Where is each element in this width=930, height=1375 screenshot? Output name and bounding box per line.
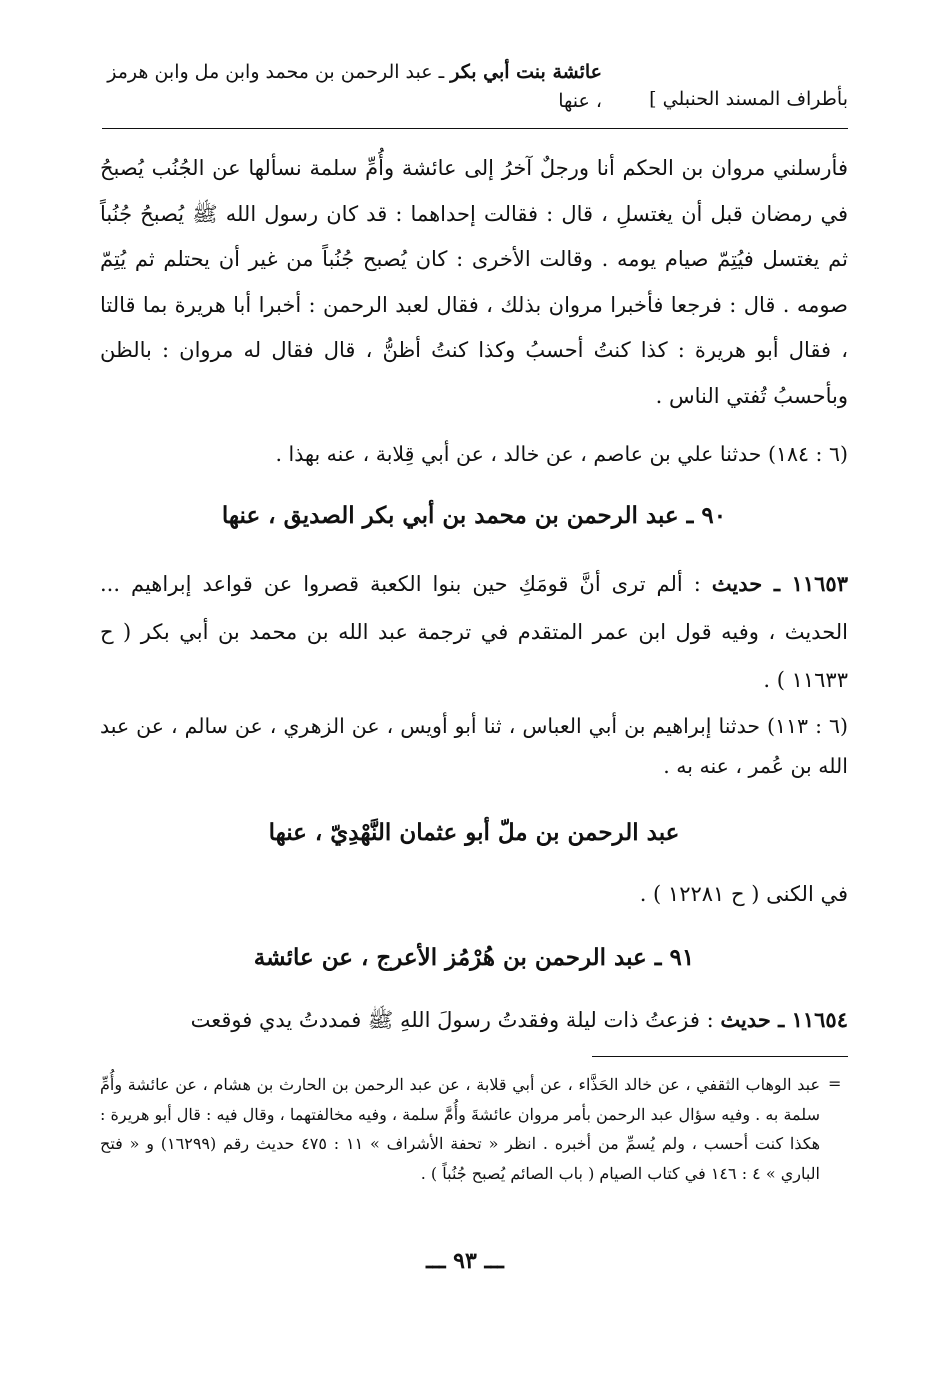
paragraph-continued-hadith: فأرسلني مروان بن الحكم أنا ورجلٌ آخرُ إلى عائشة وأُمِّ سلمة نسألها عن الجُنُب يُصبحُ في رمضان قبل أن يغتسلِ ، قال : فقالت إحداهما : قد كان رسول الله ﷺ يُصبحُ جُنُباً ثم يغتسل فيُتِمّ صيام يومه . وقالت الأخرى : كان يُصبح جُنُباً من غير أن يحتلم ثم يُتِمّ صومه . قال : فرجعا فأخبرا مروان بذلك ، فقال لعبد الرحمن : أخبرا أبا هريرة بما قالتا ، فقال أبو هريرة : كذا كنتُ أحسبُ وكذا كنتُ أظنُّ ، قال فقال له مروان : بالظن وبأحسبُ تُفتي الناس . xyxy=(100,156,848,408)
hadith-text: : ألم ترى أنَّ قومَكِ حين بنوا الكعبة قصروا عن قواعد إبراهيم ... الحديث ، وفيه قول ابن عمر المتقدم في ترجمة عبد الله بن محمد بن أبي بكر ( ح ١١٦٣٣ ) . xyxy=(100,572,848,692)
source-citation-2: (٦ : ١١٣) حدثنا إبراهيم بن أبي العباس ، ثنا أبو أويس ، عن الزهري ، عن سالم ، عن عبد الله بن عُمر ، عنه به . xyxy=(100,714,848,778)
section-heading-nahdi: عبد الرحمن بن ملّ أبو عثمان النَّهْدِيّ ، عنها xyxy=(268,819,680,846)
hadith-label: ـ حديث xyxy=(720,1007,792,1032)
section-heading-90: ٩٠ ـ عبد الرحمن بن محمد بن أبي بكر الصديق ، عنها xyxy=(221,502,727,529)
section-heading-91: ٩١ ـ عبد الرحمن بن هُرْمُز الأعرج ، عن عائشة xyxy=(253,944,695,971)
hadith-number: ١١٦٥٤ xyxy=(791,1007,848,1032)
running-header-section-bold: عائشة بنت أبي بكر xyxy=(450,61,602,83)
running-header-book-title: بأطراف المسند الحنبلي ] xyxy=(649,88,848,110)
kuna-reference: في الكنى ( ح ١٢٢٨١ ) . xyxy=(639,882,848,906)
running-header-section xyxy=(102,58,602,116)
header-divider xyxy=(102,128,848,129)
page-number: ـــ ٩٣ ـــ xyxy=(426,1248,504,1274)
source-citation-1: (٦ : ١٨٤) حدثنا علي بن عاصم ، عن خالد ، عن أبي قِلابة ، عنه بهذا . xyxy=(275,442,848,466)
footnote-divider xyxy=(592,1056,848,1057)
hadith-number: ١١٦٥٣ xyxy=(791,571,848,596)
hadith-11654 xyxy=(100,1000,848,1040)
hadith-11653 xyxy=(100,560,848,704)
footnote-continuation-mark: = xyxy=(828,1074,842,1093)
hadith-label: ـ حديث xyxy=(711,571,792,596)
hadith-text: : فزعتُ ذات ليلة وفقدتُ رسولَ اللهِ ﷺ فمددتُ يدي فوقعت xyxy=(190,1008,721,1032)
footnote-text: عبد الوهاب الثقفي ، عن خالد الحَذَّاء ، عن أبي قلابة ، عن عبد الرحمن بن الحارث بن هشام ، عن عائشة وأُمِّ سلمة به . وفيه سؤال عبد الرحمن بأمر مروان عائشةَ وأُمَّ سلمة ، وفيه مخالفتهما ، وقال فيه : قال أبو هريرة : هكذا كنت أحسب ، ولم يُسمِّ من أخبره . انظر « تحفة الأشراف » ١١ : ٤٧٥ حديث رقم (١٦٢٩٩) و « فتح الباري » ٤ : ١٤٦ في كتاب الصيام ( باب الصائم يُصبح جُنُباً ) . xyxy=(100,1075,821,1183)
running-header-section-rest: ـ عبد الرحمن بن محمد وابن مل وابن هرمز ، عنها xyxy=(107,61,602,112)
